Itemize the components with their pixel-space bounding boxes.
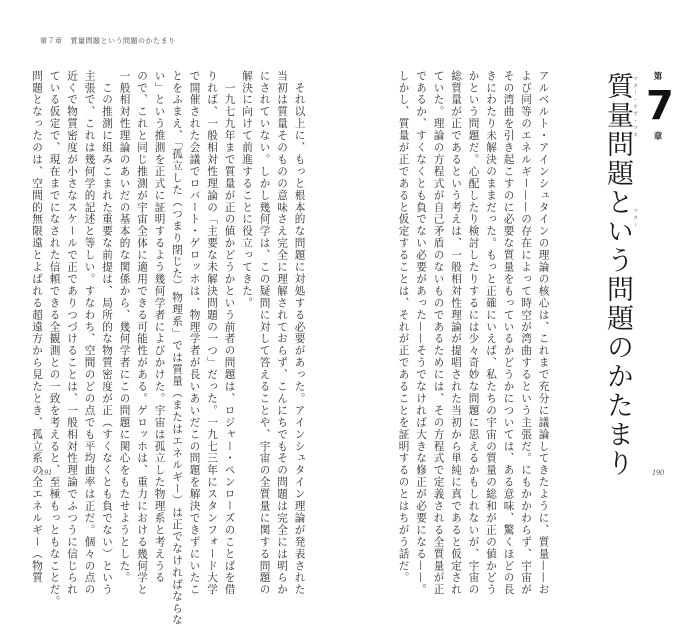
text-column: りれば、一般相対性理論の「主要な未解決問題の一つ」だった。一九七三年にスタンフォード大学 <box>206 70 218 596</box>
running-head <box>40 36 176 46</box>
text-column: よび同等のエネルギー——の存在によって時空が湾曲するという主張だ。にもかかわらず、宇宙が <box>520 70 532 596</box>
right-page <box>350 0 700 596</box>
page-number: 191 <box>40 468 52 477</box>
text-column: 主張で、これは幾何学的記述と等しい。すなわち、空間のどの点でも平均曲率は正だ。個々の点の <box>83 70 96 596</box>
chapter-label <box>646 70 674 142</box>
text-column: ている仮定で、現在までになされた信頼できる全観測との一致を考えると、至極もっともなことだ。 <box>48 70 61 608</box>
text-column: ていた。理論の方程式が自己矛盾のないものであるためには、その方程式で定義される全質量が正 <box>432 70 445 596</box>
chapter-suffix: 章 <box>653 132 663 142</box>
text-column: きにわたり未解決のままだった。もっと正確にいえば、私たちの宇宙の質量の総和が正の値かどう <box>485 70 497 596</box>
text-column: とをふまえ、「孤立した（つまり閉じた）物理系」では質量（またはエネルギー）は正でなければならな <box>171 70 183 626</box>
text-column: 一九七九年まで質量が正の値かどうかという前者の問題は、ロジャー・ペンローズのことばを借 <box>223 70 236 596</box>
text-column: 一般相対性理論のあいだの基本的な関係から、幾何学者にこの問題に関心をもたせようとした。 <box>118 70 131 584</box>
chapter-title-ruby: マター <box>632 208 638 229</box>
chapter-number: 7 <box>646 83 674 129</box>
chapter-title-ruby: マター・オヴ・マス <box>632 76 638 139</box>
text-column: い」という推測を正式に証明するよう幾何学者によびかけた。宇宙は孤立した物理系と考えうる <box>153 70 166 584</box>
text-column: しかし、質量が正であると仮定することは、それが正であることを証明するのとはちがう話だ。 <box>397 70 410 584</box>
text-column: 近くで物質密度が小さなスケールで正でありつづけることは、一般相対性理論でふつうに信じられ <box>66 70 78 596</box>
running-head-title: 質量問題という問題のかたまり <box>70 37 176 45</box>
text-column: この推測に組みこまれた重要な前提は、局所的な物質密度が正（すくなくとも負でない）という <box>101 70 113 596</box>
text-column: それ以上に、もっと根本的な問題に対処する必要があった。アインシュタイン理論が発表された <box>293 70 306 596</box>
text-column: 総質量が正であるという考えは、一般相対性理論が提唱された当初から単純に真であると仮定され <box>450 70 462 596</box>
running-head-chapter: 第７章 <box>40 37 63 45</box>
text-column: その湾曲を引き起こすのに必要な質量をもっているかどうかについては、ある意味、驚くほどの長 <box>502 70 515 596</box>
text-column: かという問題だ。心配したり検討したりするには少々奇妙な問題に思えるかもしれないが、宇宙の <box>467 70 480 596</box>
text-column: にされていない。しかし幾何学は、この疑問に対して答えることや、宇宙の全質量に関する問題の <box>258 70 271 596</box>
text-column: 解決に向けて前進することに役立ってきた。 <box>241 70 253 309</box>
text-column: アルベルト・アインシュタインの理論の核心は、これまで充分に議論してきたように、質量——お <box>537 70 550 596</box>
chapter-title: 質量問題という問題のかたまり <box>602 72 633 478</box>
text-column: 当初は質量そのものの意味さえ完全に理解されておらず、こんにちでもその問題は完全には明らか <box>276 70 288 596</box>
text-column: 問題となったのは、空間的無限遠とよばれる超遠方から見たとき、孤立系の全エネルギー（物質 <box>31 70 43 584</box>
text-column: で開催された会議でロバート・ゲロッホは、物理学者が長いあいだこの問題を解決できずにいたこ <box>188 70 201 596</box>
text-column: であるか、すくなくとも負でない必要があった——そうでなければ大きな修正が必要になる——。 <box>415 70 427 596</box>
chapter-prefix: 第 <box>653 72 663 82</box>
page-number: 190 <box>652 468 664 477</box>
text-column: ので、これと同じ推測が宇宙全体に適用できる可能性がある。ゲロッホは、重力における幾何学と <box>136 70 148 596</box>
